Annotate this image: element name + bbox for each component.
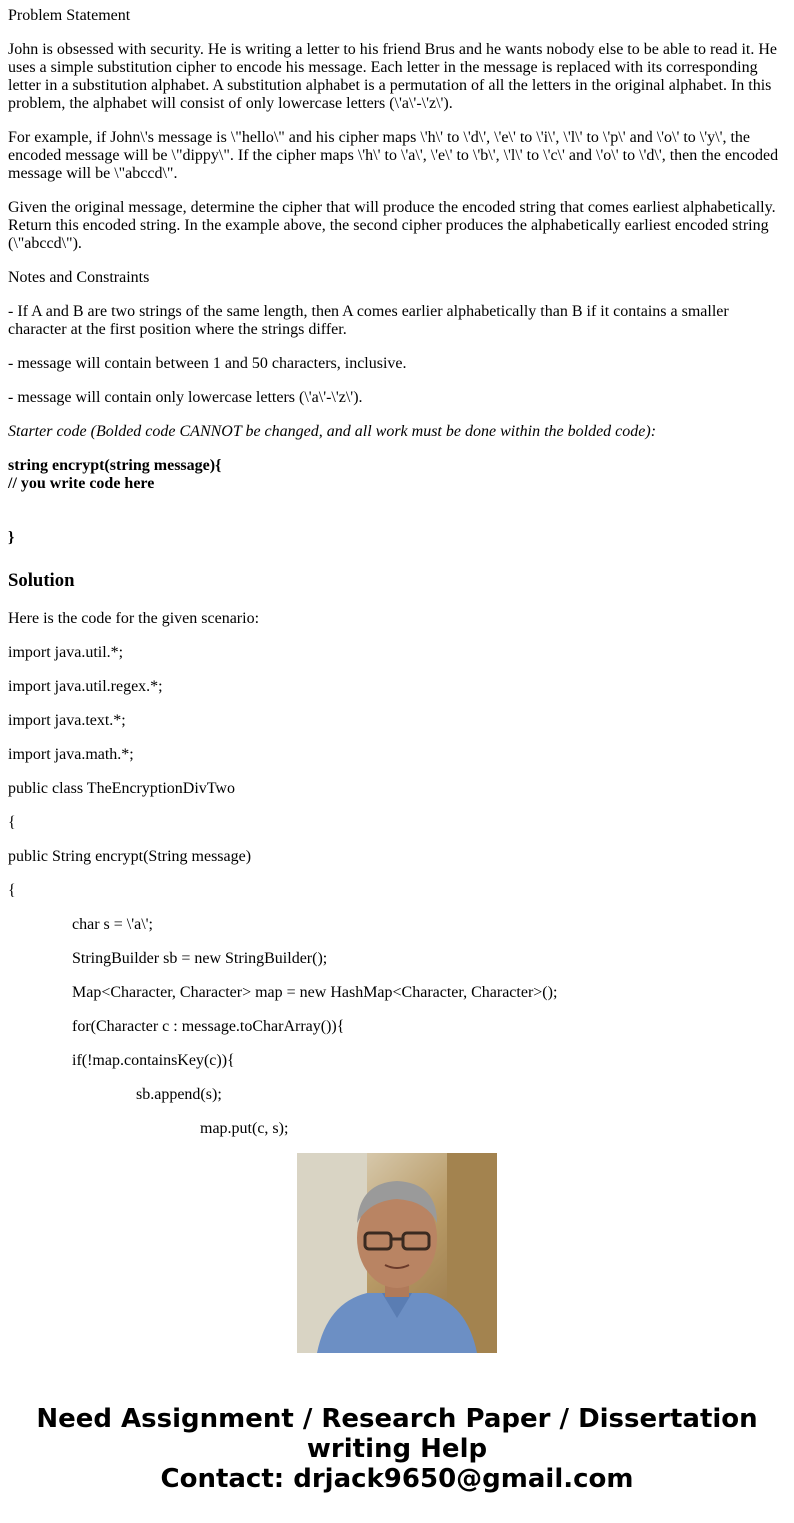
- code-line: Map<Character, Character> map = new HashMap<Character, Character>();: [72, 984, 558, 1001]
- import-line: import java.util.regex.*;: [8, 678, 163, 695]
- code-line: for(Character c : message.toCharArray()){: [72, 1018, 345, 1035]
- starter-line-2: // you write code here: [8, 475, 155, 492]
- starter-line-1: string encrypt(string message){: [8, 457, 222, 474]
- open-brace: {: [8, 814, 16, 831]
- import-line: import java.math.*;: [8, 746, 134, 763]
- import-line: import java.text.*;: [8, 712, 126, 729]
- open-brace: {: [8, 882, 16, 899]
- code-line: if(!map.containsKey(c)){: [72, 1052, 235, 1069]
- code-line: char s = \'a\';: [72, 916, 153, 933]
- method-declaration: public String encrypt(String message): [8, 848, 252, 865]
- contact-banner: [0, 1404, 794, 1494]
- solution-heading: Solution: [8, 570, 75, 591]
- starter-code: [8, 457, 786, 547]
- banner-contact: Contact: drjack9650@gmail.com: [160, 1464, 634, 1494]
- code-line: sb.append(s);: [136, 1086, 222, 1103]
- note-2: - message will contain between 1 and 50 characters, inclusive.: [8, 355, 407, 372]
- note-3: - message will contain only lowercase letters (\'a\'-\'z\').: [8, 389, 363, 406]
- code-line: StringBuilder sb = new StringBuilder();: [72, 950, 328, 967]
- problem-paragraph-2: For example, if John\'s message is \"hello\" and his cipher maps \'h\' to \'d\', \'e\' to \'i\', \'l\' to \'p\' and \'o\' to \'y\', the encoded message will be \"dippy\". If the cipher maps \'h\' to \'a\', \'e\' to \'b\', \'l\' to \'c\' and \'o\' to \'d\', then the encoded message will be \"abccd\".: [8, 129, 779, 182]
- solution-intro: Here is the code for the given scenario:: [8, 610, 260, 627]
- problem-paragraph-1: John is obsessed with security. He is writing a letter to his friend Brus and he wants nobody else to be able to read it. He uses a simple substitution cipher to encode his message. Each letter in the message is replaced with its corresponding letter in a substitution alphabet. A substitution alphabet is a permutation of all the letters in the original alphabet. In this problem, the alphabet will consist of only lowercase letters (\'a\'-\'z\').: [8, 41, 778, 112]
- import-line: import java.util.*;: [8, 644, 124, 661]
- starter-label: Starter code (Bolded code CANNOT be changed, and all work must be done within the bolded code):: [8, 423, 657, 440]
- starter-close: }: [8, 529, 15, 546]
- document-body: [8, 0, 786, 1137]
- problem-paragraph-3: Given the original message, determine the cipher that will produce the encoded string that comes earliest alphabetically. Return this encoded string. In the example above, the second cipher produces the alphabetically earliest encoded string (\"abccd\").: [8, 199, 776, 252]
- banner-line-1: Need Assignment / Research Paper / Dissertation: [36, 1404, 758, 1434]
- notes-title: Notes and Constraints: [8, 269, 150, 286]
- class-declaration: public class TheEncryptionDivTwo: [8, 780, 235, 797]
- note-1: - If A and B are two strings of the same length, then A comes earlier alphabetically than B if it contains a smaller character at the first position where the strings differ.: [8, 303, 729, 338]
- avatar: [297, 1153, 497, 1353]
- code-line: map.put(c, s);: [200, 1120, 289, 1137]
- avatar-portrait-icon: [297, 1153, 497, 1353]
- banner-line-2: writing Help: [306, 1434, 488, 1464]
- problem-title: Problem Statement: [8, 7, 131, 24]
